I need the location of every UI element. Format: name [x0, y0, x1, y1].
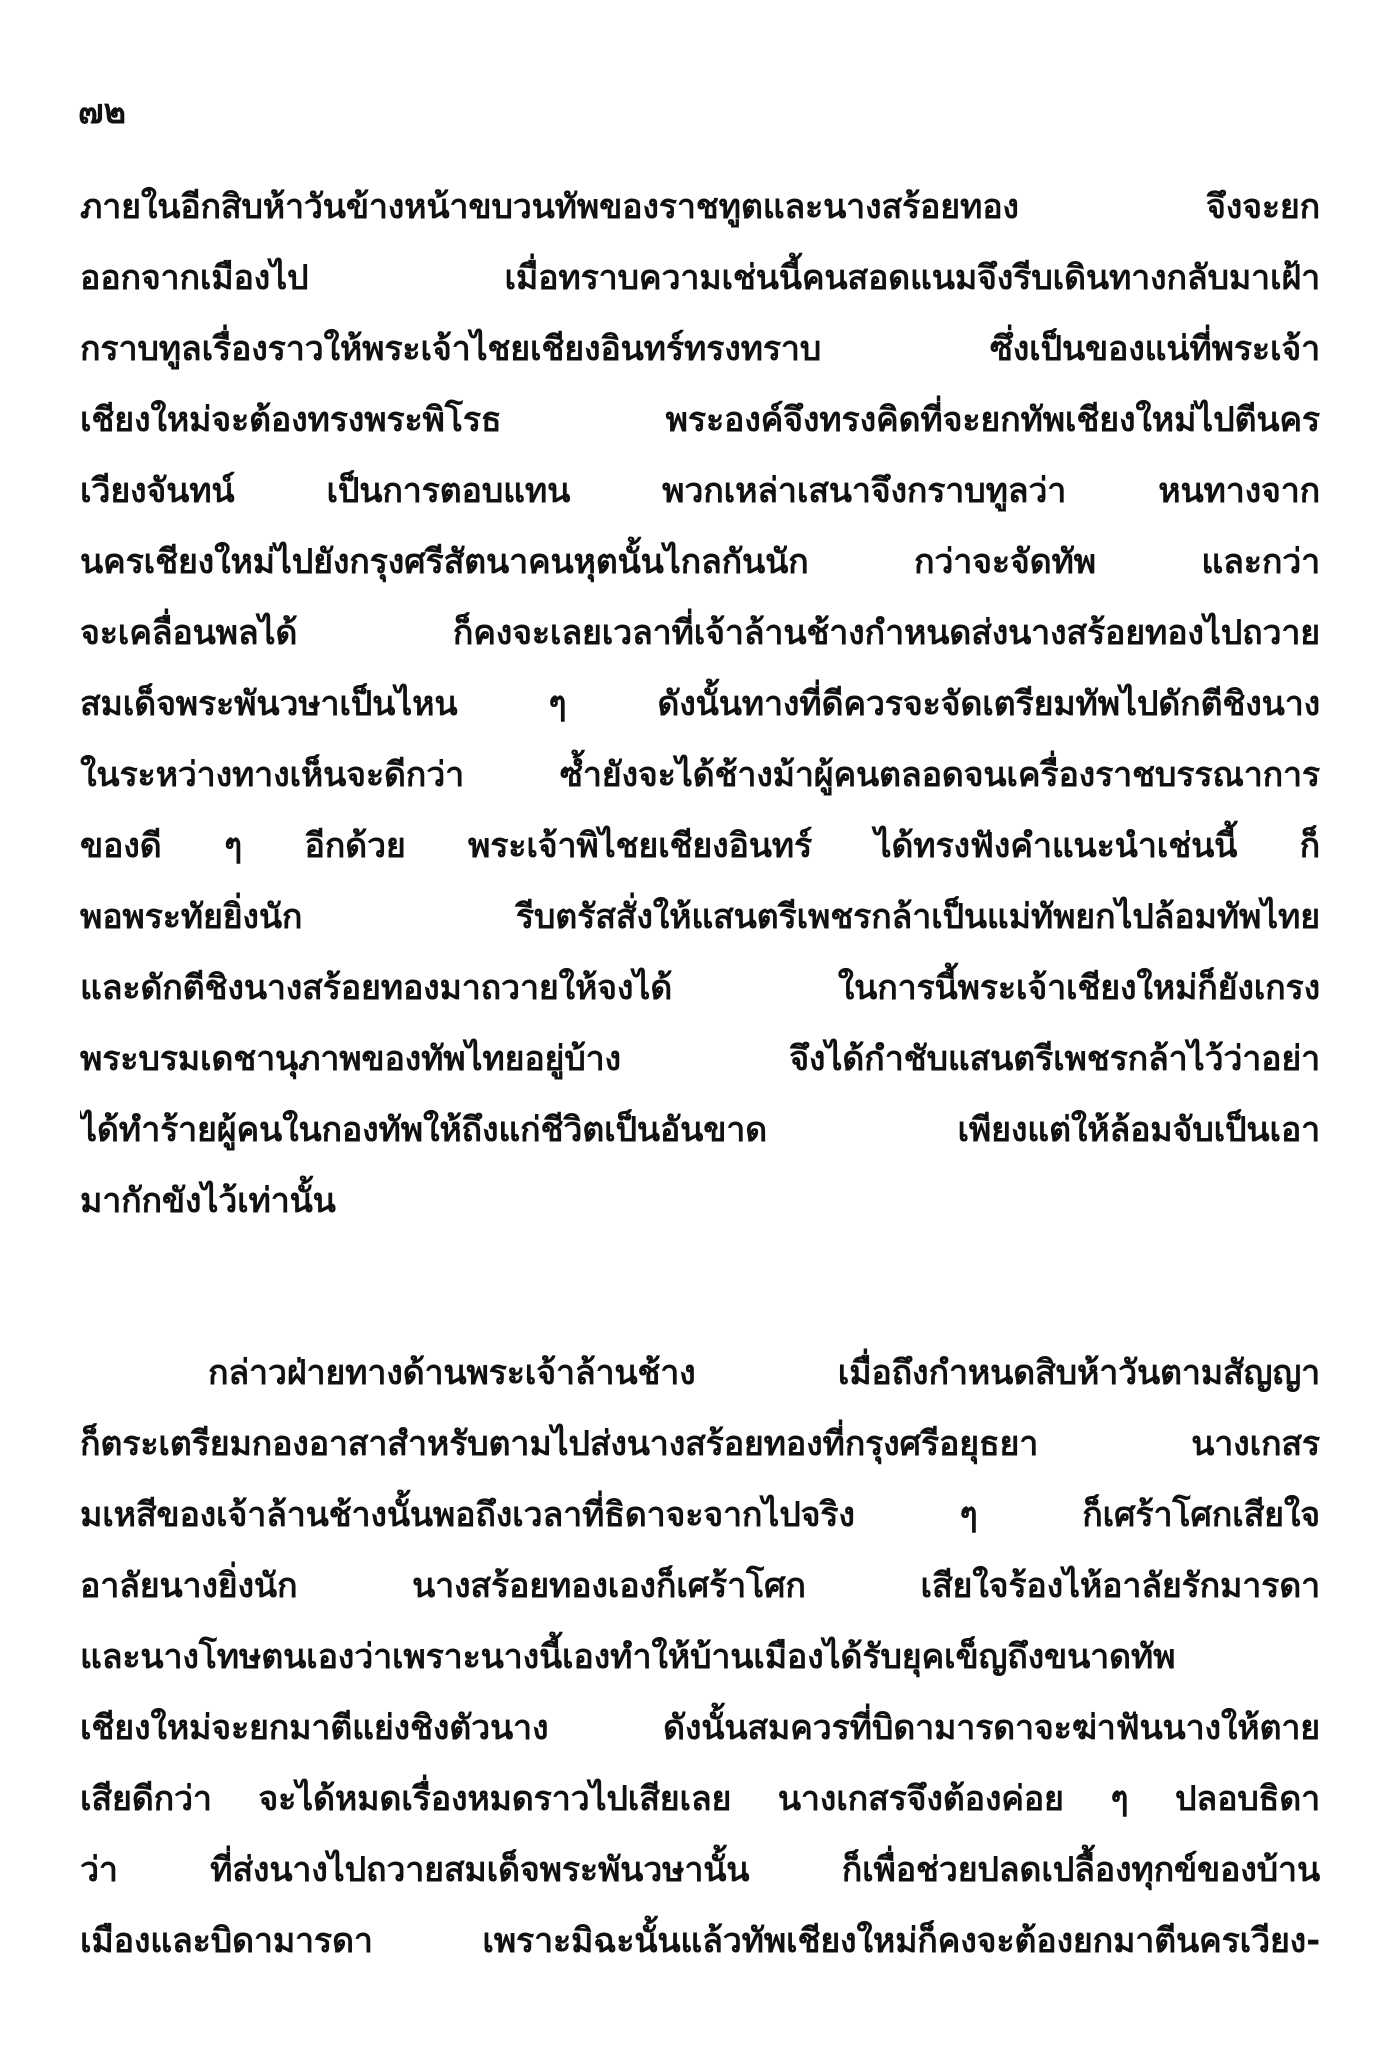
- text-line: ออกจากเมืองไป เมื่อทราบความเช่นนี้คนสอดแนมจึงรีบเดินทางกลับมาเฝ้า: [80, 258, 1320, 298]
- text-line: ได้ทำร้ายผู้คนในกองทัพให้ถึงแก่ชีวิตเป็นอันขาด เพียงแต่ให้ล้อมจับเป็นเอา: [80, 1110, 1320, 1150]
- text-line: ของดี ๆ อีกด้วย พระเจ้าพิไชยเชียงอินทร์ ได้ทรงฟังคำแนะนำเช่นนี้ ก็: [80, 826, 1320, 866]
- text-line: มากักขังไว้เท่านั้น: [80, 1181, 336, 1221]
- text-line: กราบทูลเรื่องราวให้พระเจ้าไชยเชียงอินทร์ทรงทราบ ซึ่งเป็นของแน่ที่พระเจ้า: [80, 329, 1320, 369]
- paragraph-2: [80, 1338, 1320, 1977]
- text-line: นครเชียงใหม่ไปยังกรุงศรีสัตนาคนหุตนั้นไกลกันนัก กว่าจะจัดทัพ และกว่า: [80, 542, 1320, 582]
- text-line: สมเด็จพระพันวษาเป็นไหน ๆ ดังนั้นทางที่ดีควรจะจัดเตรียมทัพไปดักตีชิงนาง: [80, 684, 1320, 724]
- text-line: เชียงใหม่จะยกมาตีแย่งชิงตัวนาง ดังนั้นสมควรที่บิดามารดาจะฆ่าฟันนางให้ตาย: [80, 1708, 1320, 1748]
- text-line: พระบรมเดชานุภาพของทัพไทยอยู่บ้าง จึงได้กำชับแสนตรีเพชรกล้าไว้ว่าอย่า: [80, 1039, 1320, 1079]
- text-line: ภายในอีกสิบห้าวันข้างหน้าขบวนทัพของราชทูตและนางสร้อยทอง จึงจะยก: [80, 187, 1320, 227]
- text-line: กล่าวฝ่ายทางด้านพระเจ้าล้านช้าง เมื่อถึงกำหนดสิบห้าวันตามสัญญา: [208, 1353, 1320, 1393]
- text-line: และนางโทษตนเองว่าเพราะนางนี้เองทำให้บ้านเมืองได้รับยุคเข็ญถึงขนาดทัพ: [80, 1637, 1176, 1677]
- paragraph-1: [80, 172, 1320, 1237]
- text-line: ในระหว่างทางเห็นจะดีกว่า ซ้ำยังจะได้ช้างม้าผู้คนตลอดจนเครื่องราชบรรณาการ: [80, 755, 1320, 795]
- text-line: พอพระทัยยิ่งนัก รีบตรัสสั่งให้แสนตรีเพชรกล้าเป็นแม่ทัพยกไปล้อมทัพไทย: [80, 897, 1320, 937]
- text-line: ก็ตระเตรียมกองอาสาสำหรับตามไปส่งนางสร้อยทองที่กรุงศรีอยุธยา นางเกสร: [80, 1424, 1320, 1464]
- text-line: และดักตีชิงนางสร้อยทองมาถวายให้จงได้ ในการนี้พระเจ้าเชียงใหม่ก็ยังเกรง: [80, 968, 1320, 1008]
- text-line: ว่า ที่ส่งนางไปถวายสมเด็จพระพันวษานั้น ก็เพื่อช่วยปลดเปลื้องทุกข์ของบ้าน: [80, 1850, 1320, 1890]
- page-number: ๗๒: [78, 92, 126, 132]
- text-line: จะเคลื่อนพลได้ ก็คงจะเลยเวลาที่เจ้าล้านช้างกำหนดส่งนางสร้อยทองไปถวาย: [80, 613, 1320, 653]
- text-line: เชียงใหม่จะต้องทรงพระพิโรธ พระองค์จึงทรงคิดที่จะยกทัพเชียงใหม่ไปตีนคร: [80, 400, 1320, 440]
- text-line: มเหสีของเจ้าล้านช้างนั้นพอถึงเวลาที่ธิดาจะจากไปจริง ๆ ก็เศร้าโศกเสียใจ: [80, 1495, 1320, 1535]
- text-line: อาลัยนางยิ่งนัก นางสร้อยทองเองก็เศร้าโศก เสียใจร้องไห้อาลัยรักมารดา: [80, 1566, 1320, 1606]
- text-line: เสียดีกว่า จะได้หมดเรื่องหมดราวไปเสียเลย นางเกสรจึงต้องค่อย ๆ ปลอบธิดา: [80, 1779, 1320, 1819]
- text-line: เมืองและบิดามารดา เพราะมิฉะนั้นแล้วทัพเชียงใหม่ก็คงจะต้องยกมาตีนครเวียง-: [80, 1921, 1320, 1961]
- text-line: เวียงจันทน์ เป็นการตอบแทน พวกเหล่าเสนาจึงกราบทูลว่า หนทางจาก: [80, 471, 1320, 511]
